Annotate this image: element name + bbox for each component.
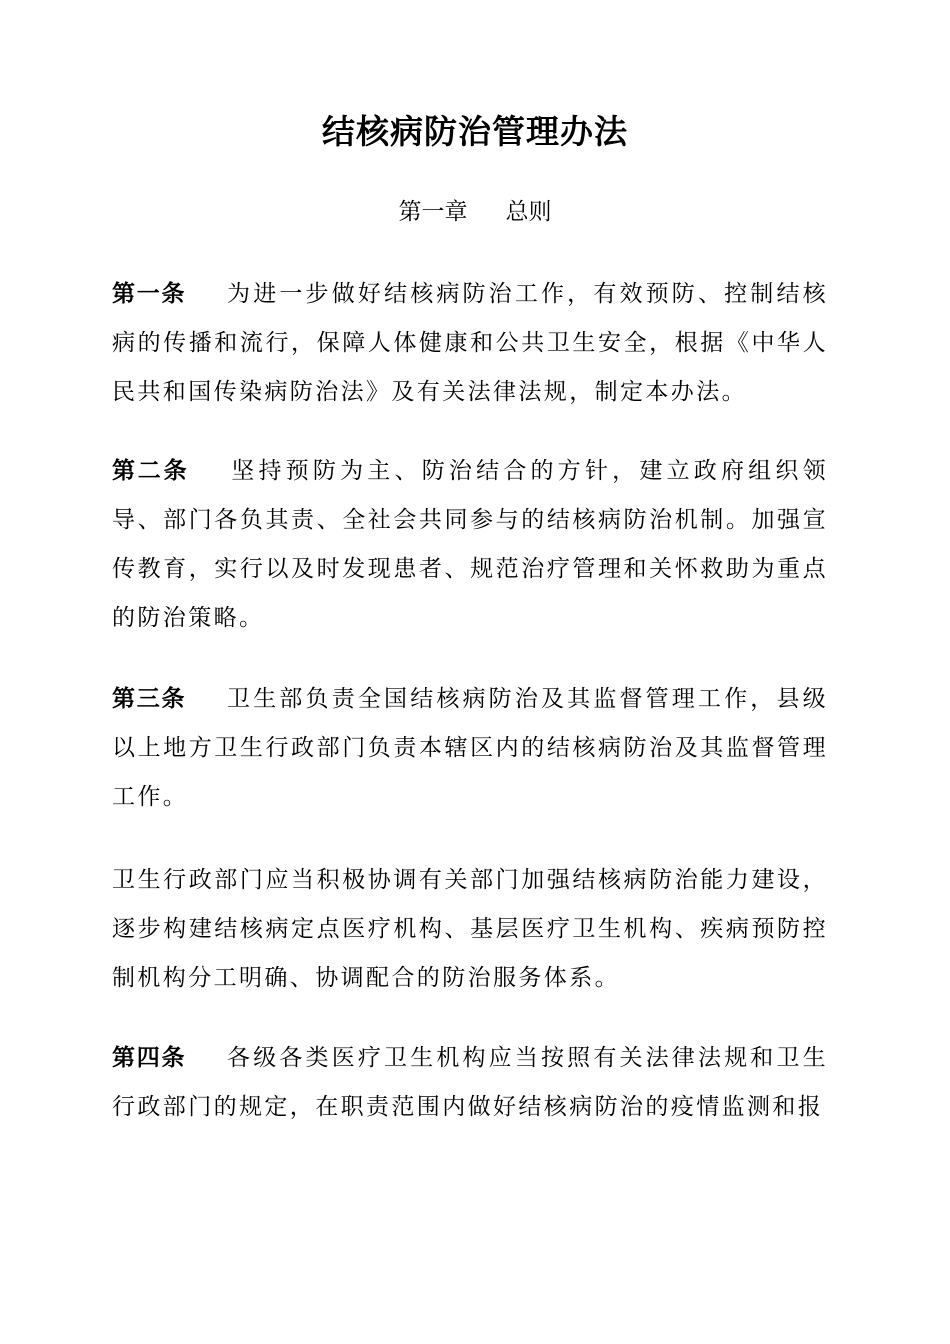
article-text: 为进一步做好结核病防治工作，有效预防、控制结核病的传播和流行，保障人体健康和公共卫生安全，根据《中华人民共和国传染病防治法》及有关法律法规，制定本办法。 (112, 281, 829, 405)
article-number: 第二条 (112, 458, 190, 484)
chapter-name: 总则 (505, 199, 552, 225)
article-paragraph-1 (112, 270, 828, 417)
document-title: 结核病防治管理办法 (322, 112, 628, 151)
chapter-number: 第一章 (398, 199, 468, 225)
article-paragraph-2 (112, 447, 828, 643)
article-number: 第四条 (112, 1045, 187, 1071)
article-text: 各级各类医疗卫生机构应当按照有关法律法规和卫生行政部门的规定，在职责范围内做好结核病防治的疫情监测和报 (112, 1045, 829, 1120)
chapter-heading (0, 192, 950, 232)
article-text: 坚持预防为主、防治结合的方针，建立政府组织领导、部门各负其责、全社会共同参与的结核病防治机制。加强宣传教育，实行以及时发现患者、规范治疗管理和关怀救助为重点的防治策略。 (112, 458, 829, 631)
article-number: 第一条 (112, 281, 187, 307)
article-paragraph-4 (112, 1034, 828, 1132)
article-paragraph-3 (112, 675, 828, 822)
paragraph-text: 卫生行政部门应当积极协调有关部门加强结核病防治能力建设，逐步构建结核病定点医疗机构、基层医疗卫生机构、疾病预防控制机构分工明确、协调配合的防治服务体系。 (112, 867, 828, 991)
article-number: 第三条 (112, 686, 187, 712)
article-text: 卫生部负责全国结核病防治及其监督管理工作，县级以上地方卫生行政部门负责本辖区内的结核病防治及其监督管理工作。 (112, 686, 829, 810)
body-paragraph (112, 856, 828, 1003)
